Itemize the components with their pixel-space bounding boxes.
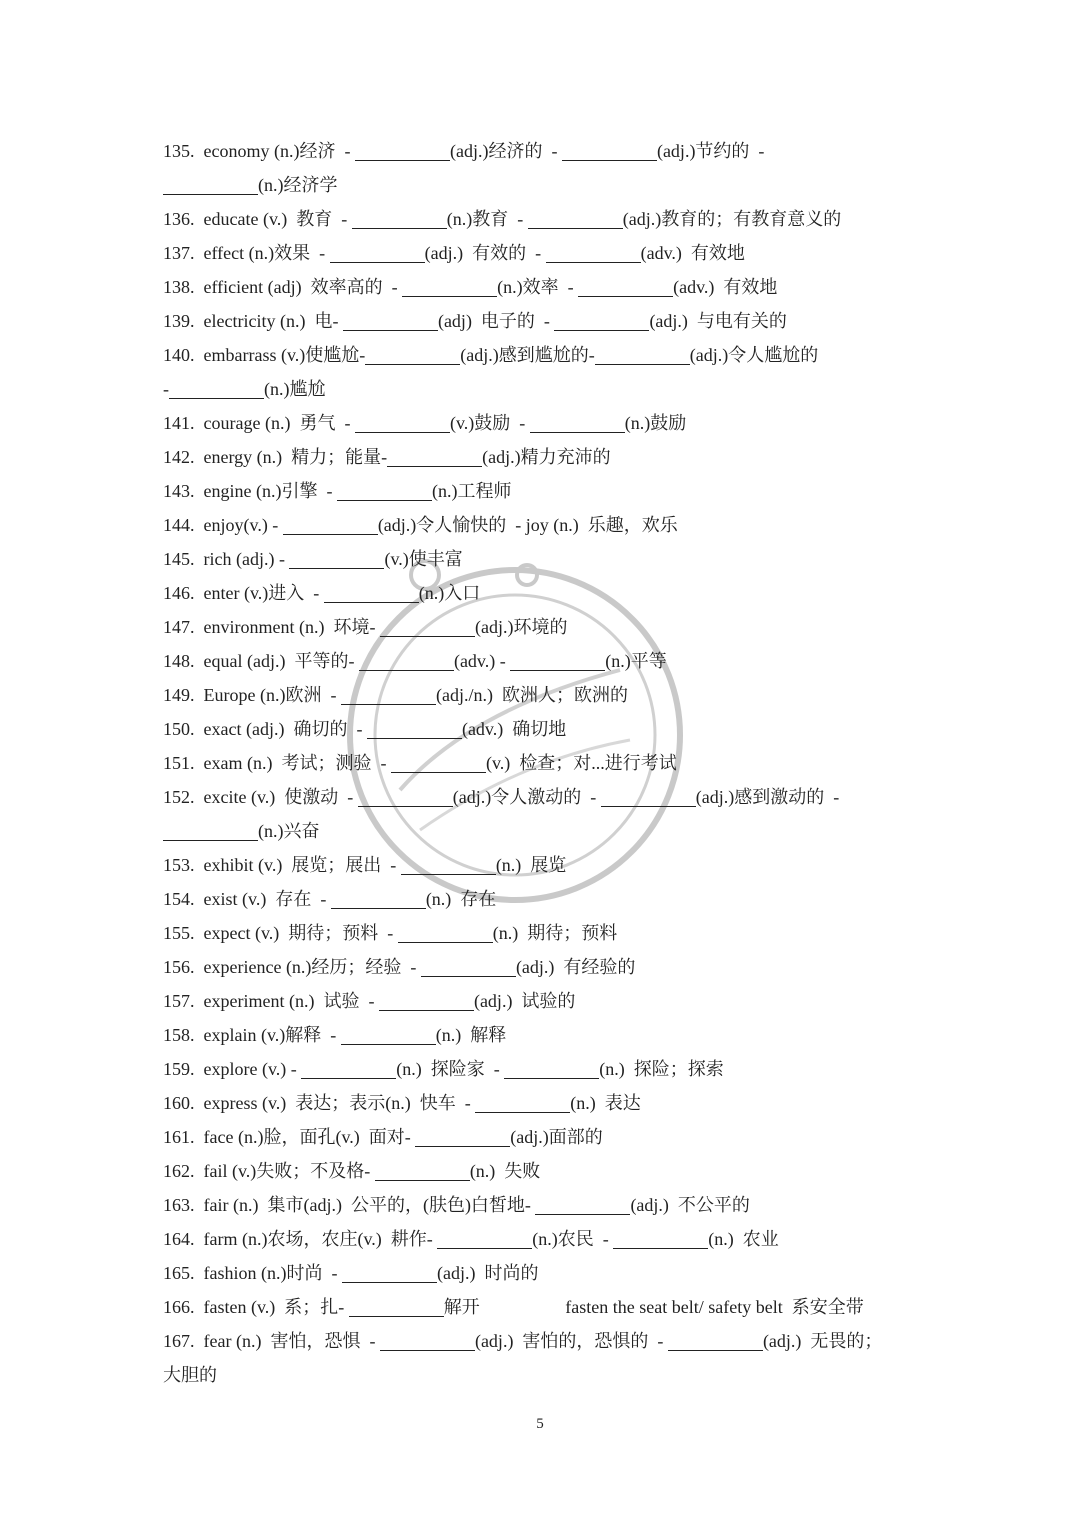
line-text: (adj.)精力充沛的 bbox=[482, 447, 611, 467]
line-text: (n.) 探险；探索 bbox=[599, 1059, 724, 1079]
answer-blank bbox=[358, 784, 453, 807]
answer-blank bbox=[601, 784, 696, 807]
answer-blank bbox=[324, 580, 419, 603]
answer-blank bbox=[365, 342, 460, 365]
line-text: 166. fasten (v.) 系；扎- bbox=[163, 1297, 349, 1317]
line-text: 162. fail (v.)失败；不及格- bbox=[163, 1161, 375, 1181]
line-text: 167. fear (n.) 害怕，恐惧 - bbox=[163, 1331, 380, 1351]
vocabulary-line bbox=[163, 304, 908, 338]
line-text: 136. educate (v.) 教育 - bbox=[163, 209, 352, 229]
line-text: (adj.) 有经验的 bbox=[515, 957, 636, 977]
vocabulary-line bbox=[163, 1358, 908, 1392]
answer-blank bbox=[355, 410, 450, 433]
line-text: (adj.)经济的 - bbox=[449, 141, 562, 161]
line-text: (adj.)环境的 bbox=[474, 617, 568, 637]
line-text: 151. exam (n.) 考试；测验 - bbox=[163, 753, 391, 773]
vocabulary-line bbox=[163, 712, 908, 746]
answer-blank bbox=[535, 1192, 630, 1215]
answer-blank bbox=[380, 614, 475, 637]
answer-blank bbox=[330, 240, 425, 263]
answer-blank bbox=[391, 750, 486, 773]
vocabulary-line bbox=[163, 542, 908, 576]
answer-blank bbox=[169, 376, 264, 399]
line-text: (adj.) 时尚的 bbox=[436, 1263, 539, 1283]
vocabulary-line bbox=[163, 1290, 908, 1324]
vocabulary-line bbox=[163, 202, 908, 236]
vocabulary-line bbox=[163, 338, 908, 372]
line-text: 144. enjoy(v.) - bbox=[163, 515, 283, 535]
line-text: (adj.)感到尴尬的- bbox=[460, 345, 595, 365]
vocabulary-line bbox=[163, 950, 908, 984]
line-text: (adj.)令人尴尬的 bbox=[689, 345, 819, 365]
line-text: 154. exist (v.) 存在 - bbox=[163, 889, 331, 909]
line-text: 160. express (v.) 表达；表示(n.) 快车 - bbox=[163, 1093, 476, 1113]
line-text: (n.)效率 - bbox=[497, 277, 579, 297]
answer-blank bbox=[349, 1294, 444, 1317]
line-text: 150. exact (adj.) 确切的 - bbox=[163, 719, 367, 739]
line-text: 139. electricity (n.) 电- bbox=[163, 311, 343, 331]
vocabulary-line bbox=[163, 440, 908, 474]
answer-blank bbox=[475, 1090, 570, 1113]
line-text: 159. explore (v.) - bbox=[163, 1059, 302, 1079]
line-text: (v.) 检查；对...进行考试 bbox=[485, 753, 677, 773]
vocabulary-line bbox=[163, 1120, 908, 1154]
line-text: - bbox=[163, 379, 169, 399]
line-text: (adv.) - bbox=[453, 651, 511, 671]
line-text: (n.)经济学 bbox=[258, 175, 338, 195]
vocabulary-line bbox=[163, 168, 908, 202]
answer-blank bbox=[595, 342, 690, 365]
line-text: 142. energy (n.) 精力；能量- bbox=[163, 447, 388, 467]
line-text: (adj.) 害怕的，恐惧的 - bbox=[474, 1331, 668, 1351]
answer-blank bbox=[163, 818, 258, 841]
answer-blank bbox=[341, 682, 436, 705]
vocabulary-line bbox=[163, 746, 908, 780]
line-text: (n.) 表达 bbox=[570, 1093, 641, 1113]
line-text: 143. engine (n.)引擎 - bbox=[163, 481, 337, 501]
line-text: 147. environment (n.) 环境- bbox=[163, 617, 380, 637]
line-text: 148. equal (adj.) 平等的- bbox=[163, 651, 359, 671]
answer-blank bbox=[337, 478, 432, 501]
line-text: (adv.) 有效地 bbox=[640, 243, 745, 263]
line-text: (n.)平等 bbox=[605, 651, 667, 671]
line-text: 165. fashion (n.)时尚 - bbox=[163, 1263, 342, 1283]
line-text: 大胆的 bbox=[163, 1365, 217, 1385]
line-text: (n.)尴尬 bbox=[264, 379, 326, 399]
vocabulary-line bbox=[163, 236, 908, 270]
answer-blank bbox=[359, 648, 454, 671]
line-text: (v.)鼓励 - bbox=[449, 413, 530, 433]
answer-blank bbox=[379, 988, 474, 1011]
line-text: 141. courage (n.) 勇气 - bbox=[163, 413, 355, 433]
line-text: 138. efficient (adj) 效率高的 - bbox=[163, 277, 403, 297]
answer-blank bbox=[437, 1226, 532, 1249]
answer-blank bbox=[402, 274, 497, 297]
line-text: (adj.) 试验的 bbox=[473, 991, 576, 1011]
line-text: 140. embarrass (v.)使尴尬- bbox=[163, 345, 366, 365]
vocabulary-line bbox=[163, 984, 908, 1018]
answer-blank bbox=[510, 648, 605, 671]
vocabulary-line bbox=[163, 474, 908, 508]
vocabulary-line bbox=[163, 916, 908, 950]
vocabulary-line bbox=[163, 1188, 908, 1222]
line-text: (n.) 存在 bbox=[425, 889, 497, 909]
line-text: (n.) 期待；预料 bbox=[492, 923, 618, 943]
line-text: 157. experiment (n.) 试验 - bbox=[163, 991, 379, 1011]
answer-blank bbox=[562, 138, 657, 161]
vocabulary-line bbox=[163, 1256, 908, 1290]
answer-blank bbox=[504, 1056, 599, 1079]
line-text: 163. fair (n.) 集市(adj.) 公平的，(肤色)白皙地- bbox=[163, 1195, 536, 1215]
line-text: (n.) 探险家 - bbox=[396, 1059, 505, 1079]
vocabulary-line bbox=[163, 1018, 908, 1052]
line-text: (v.)使丰富 bbox=[384, 549, 463, 569]
vocabulary-line bbox=[163, 1086, 908, 1120]
line-text: 解开 fasten the seat belt/ safety belt 系安全带 bbox=[443, 1297, 864, 1317]
line-text: (adv.) 确切地 bbox=[461, 719, 567, 739]
line-text: (adj.)教育的；有教育意义的 bbox=[622, 209, 842, 229]
answer-blank bbox=[355, 138, 450, 161]
answer-blank bbox=[331, 886, 426, 909]
answer-blank bbox=[613, 1226, 708, 1249]
vocabulary-list bbox=[163, 134, 908, 1392]
line-text: (adj.)节约的 - bbox=[656, 141, 765, 161]
answer-blank bbox=[546, 240, 641, 263]
vocabulary-line bbox=[163, 270, 908, 304]
answer-blank bbox=[367, 716, 462, 739]
answer-blank bbox=[341, 1022, 436, 1045]
line-text: (n.) 展览 bbox=[495, 855, 567, 875]
answer-blank bbox=[668, 1328, 763, 1351]
answer-blank bbox=[163, 172, 258, 195]
vocabulary-line bbox=[163, 644, 908, 678]
line-text: (n.)入口 bbox=[418, 583, 481, 603]
line-text: (adj.)令人愉快的 - joy (n.) 乐趣，欢乐 bbox=[377, 515, 678, 535]
line-text: (adj.) 不公平的 bbox=[630, 1195, 750, 1215]
vocabulary-line bbox=[163, 1324, 908, 1358]
answer-blank bbox=[398, 920, 493, 943]
line-text: (adj.)令人激动的 - bbox=[452, 787, 601, 807]
answer-blank bbox=[578, 274, 673, 297]
line-text: 156. experience (n.)经历；经验 - bbox=[163, 957, 421, 977]
vocabulary-line bbox=[163, 372, 908, 406]
answer-blank bbox=[415, 1124, 510, 1147]
line-text: 161. face (n.)脸，面孔(v.) 面对- bbox=[163, 1127, 416, 1147]
answer-blank bbox=[283, 512, 378, 535]
answer-blank bbox=[401, 852, 496, 875]
answer-blank bbox=[387, 444, 482, 467]
vocabulary-line bbox=[163, 576, 908, 610]
vocabulary-line bbox=[163, 406, 908, 440]
line-text: 135. economy (n.)经济 - bbox=[163, 141, 355, 161]
line-text: (adj.) 有效的 - bbox=[424, 243, 546, 263]
vocabulary-line bbox=[163, 814, 908, 848]
line-text: (n.)农民 - bbox=[532, 1229, 614, 1249]
line-text: 155. expect (v.) 期待；预料 - bbox=[163, 923, 398, 943]
vocabulary-line bbox=[163, 882, 908, 916]
answer-blank bbox=[421, 954, 516, 977]
vocabulary-line bbox=[163, 1154, 908, 1188]
line-text: 164. farm (n.)农场，农庄(v.) 耕作- bbox=[163, 1229, 438, 1249]
vocabulary-line bbox=[163, 134, 908, 168]
line-text: (adj./n.) 欧洲人；欧洲的 bbox=[435, 685, 628, 705]
answer-blank bbox=[554, 308, 649, 331]
line-text: (adj.)面部的 bbox=[510, 1127, 603, 1147]
answer-blank bbox=[343, 308, 438, 331]
line-text: (n.) 解释 bbox=[435, 1025, 507, 1045]
vocabulary-line bbox=[163, 1052, 908, 1086]
line-text: 152. excite (v.) 使激动 - bbox=[163, 787, 358, 807]
vocabulary-line bbox=[163, 678, 908, 712]
line-text: (n.)鼓励 bbox=[624, 413, 687, 433]
line-text: (adj.) 无畏的； bbox=[762, 1331, 883, 1351]
answer-blank bbox=[352, 206, 447, 229]
vocabulary-line bbox=[163, 610, 908, 644]
line-text: 145. rich (adj.) - bbox=[163, 549, 290, 569]
page-number: 5 bbox=[536, 1416, 544, 1432]
line-text: (n.)教育 - bbox=[446, 209, 528, 229]
vocabulary-line bbox=[163, 848, 908, 882]
answer-blank bbox=[342, 1260, 437, 1283]
line-text: (adj) 电子的 - bbox=[437, 311, 555, 331]
line-text: 153. exhibit (v.) 展览；展出 - bbox=[163, 855, 401, 875]
answer-blank bbox=[375, 1158, 470, 1181]
line-text: 149. Europe (n.)欧洲 - bbox=[163, 685, 341, 705]
answer-blank bbox=[380, 1328, 475, 1351]
answer-blank bbox=[301, 1056, 396, 1079]
line-text: (n.) 农业 bbox=[708, 1229, 779, 1249]
line-text: 146. enter (v.)进入 - bbox=[163, 583, 324, 603]
line-text: (adv.) 有效地 bbox=[673, 277, 778, 297]
line-text: (n.)工程师 bbox=[431, 481, 512, 501]
line-text: (adj.) 与电有关的 bbox=[649, 311, 787, 331]
answer-blank bbox=[528, 206, 623, 229]
line-text: 137. effect (n.)效果 - bbox=[163, 243, 330, 263]
line-text: (adj.)感到激动的 - bbox=[695, 787, 840, 807]
vocabulary-line bbox=[163, 508, 908, 542]
vocabulary-line bbox=[163, 1222, 908, 1256]
answer-blank bbox=[289, 546, 384, 569]
answer-blank bbox=[530, 410, 625, 433]
line-text: 158. explain (v.)解释 - bbox=[163, 1025, 341, 1045]
vocabulary-line bbox=[163, 780, 908, 814]
line-text: (n.) 失败 bbox=[469, 1161, 541, 1181]
line-text: (n.)兴奋 bbox=[258, 821, 320, 841]
